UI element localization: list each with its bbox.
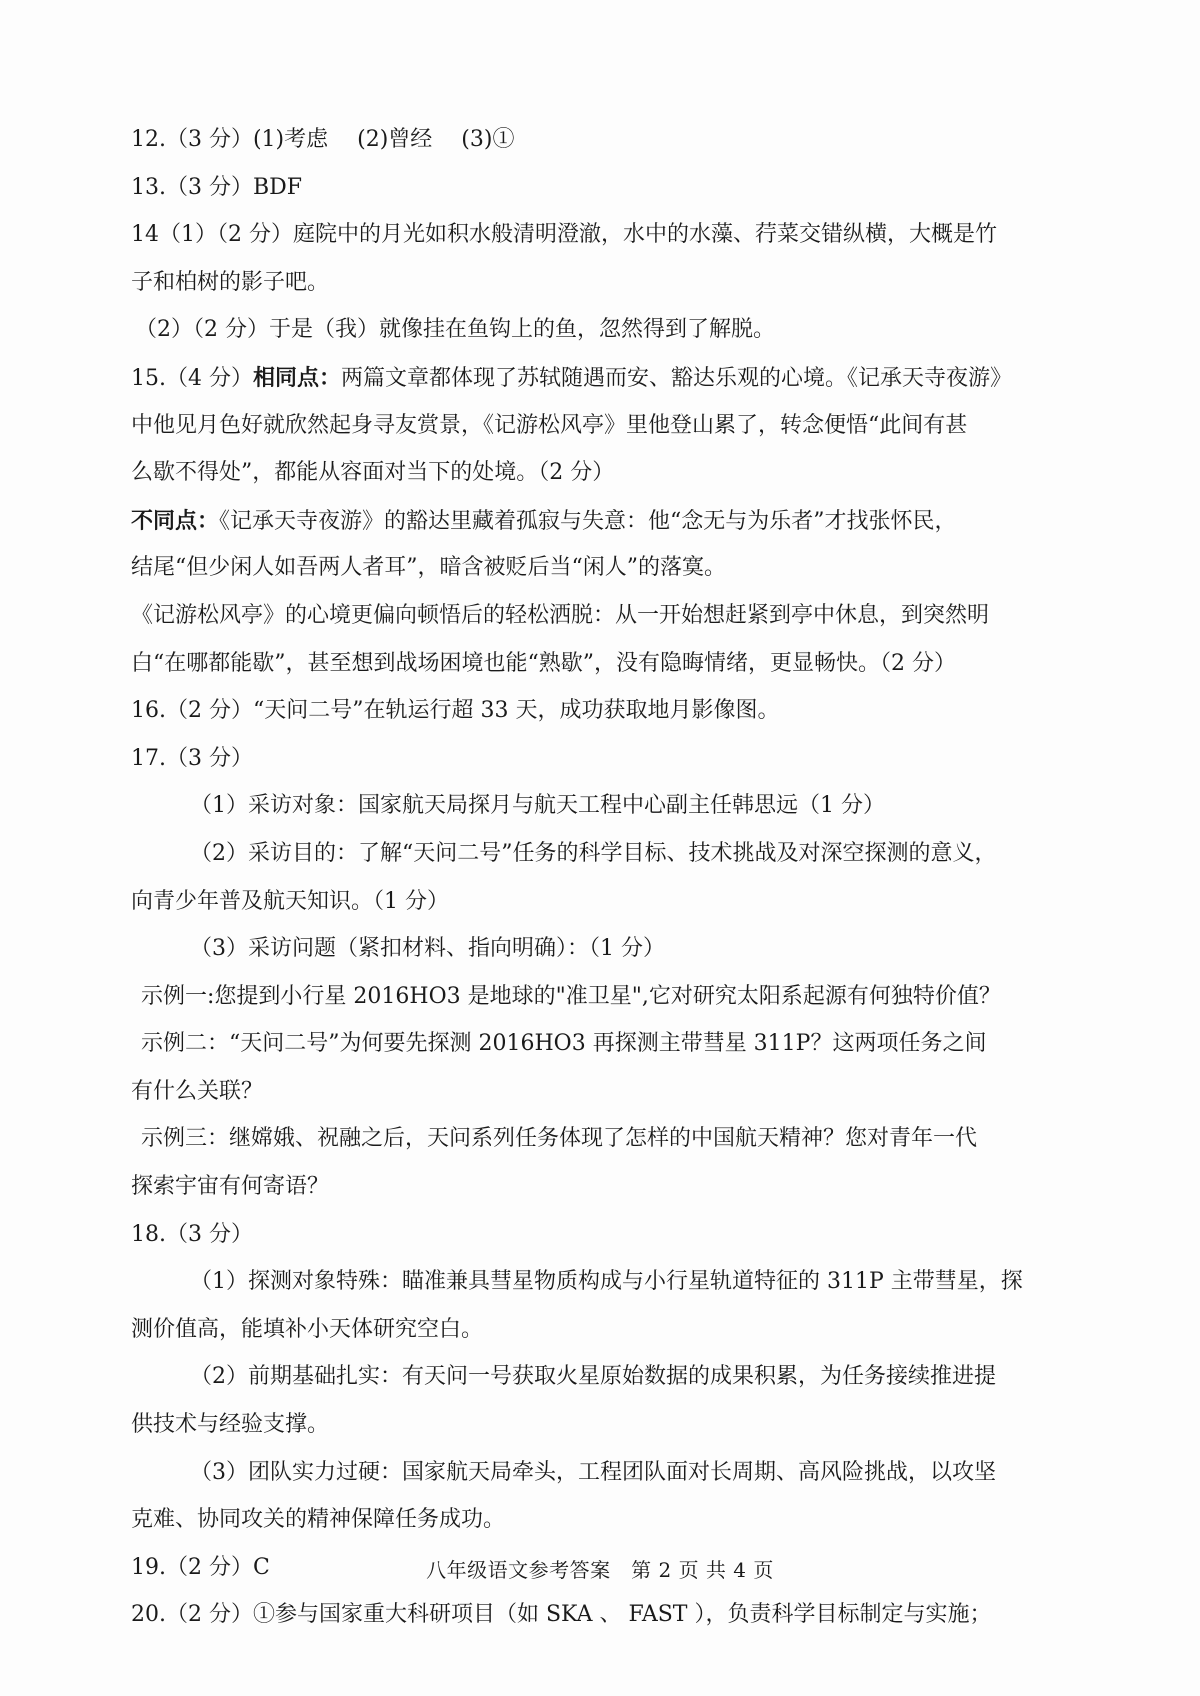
answer-16: 16.（2 分）“天问二号”在轨运行超 33 天，成功获取地月影像图。 <box>131 698 780 724</box>
answer-15-similarity: 15.（4 分）相同点：两篇文章都体现了苏轼随遇而安、豁达乐观的心境。《记承天寺夜游》 <box>131 364 1013 391</box>
answer-17-example2-cont: 有什么关联？ <box>131 1078 264 1104</box>
answer-17-part1: （1）采访对象：国家航天局探月与航天工程中心副主任韩思远（1 分） <box>190 793 885 819</box>
answer-18-part3-cont: 克难、协同攻关的精神保障任务成功。 <box>131 1507 506 1533</box>
answer-18-part2-cont: 供技术与经验支撑。 <box>131 1412 330 1438</box>
answer-20: 20.（2 分）①参与国家重大科研项目（如 SKA 、 FAST ），负责科学目标制定与实施； <box>131 1602 992 1628</box>
answer-19: 19.（2 分）C <box>131 1554 270 1580</box>
answer-18: 18.（3 分） <box>131 1221 253 1247</box>
answer-15-difference-cont3: 白“在哪都能歇”，甚至想到战场困境也能“熟歇”，没有隐晦情绪，更显畅快。（2 分） <box>131 650 956 676</box>
similarity-label: 相同点： <box>252 364 341 391</box>
page-footer: 八年级语文参考答案 第 2 页 共 4 页 <box>426 1558 774 1582</box>
answer-18-part3: （3）团队实力过硬：国家航天局牵头，工程团队面对长周期、高风险挑战，以攻坚 <box>190 1459 996 1485</box>
answer-18-part2: （2）前期基础扎实：有天问一号获取火星原始数据的成果积累，为任务接续推进提 <box>190 1364 996 1390</box>
answer-14-part1: 14（1）（2 分）庭院中的月光如积水般清明澄澈，水中的水藻、荇菜交错纵横，大概是竹 <box>131 222 997 248</box>
answer-18-part1: （1）探测对象特殊：瞄准兼具彗星物质构成与小行星轨道特征的 311P 主带彗星，探 <box>190 1269 1023 1295</box>
answer-15-similarity-cont2: 么歇不得处”，都能从容面对当下的处境。（2 分） <box>131 460 615 486</box>
answer-14-part2: （2）（2 分）于是（我）就像挂在鱼钩上的鱼，忽然得到了解脱。 <box>135 317 775 343</box>
answer-17-example3: 示例三：继嫦娥、祝融之后，天问系列任务体现了怎样的中国航天精神？您对青年一代 <box>141 1126 978 1152</box>
answer-12: 12.（3 分）(1)考虑 (2)曾经 (3)① <box>131 127 515 152</box>
answer-17-part2-cont: 向青少年普及航天知识。（1 分） <box>131 888 449 914</box>
answer-14-part1-cont: 子和柏树的影子吧。 <box>131 269 330 295</box>
difference-label: 不同点： <box>131 507 220 534</box>
answer-15-difference-cont2: 《记游松风亭》的心境更偏向顿悟后的轻松洒脱：从一开始想赶紧到亭中休息，到突然明 <box>131 602 990 628</box>
answer-17-example3-cont: 探索宇宙有何寄语？ <box>131 1174 330 1200</box>
answer-17-example1: 示例一:您提到小行星 2016HO3 是地球的"准卫星",它对研究太阳系起源有何独特价值？ <box>141 983 1001 1009</box>
answer-15-similarity-cont1: 中他见月色好就欣然起身寻友赏景，《记游松风亭》里他登山累了，转念便悟“此间有甚 <box>131 412 968 438</box>
answer-13: 13.（3 分）BDF <box>131 174 303 200</box>
answer-18-part1-cont: 测价值高，能填补小天体研究空白。 <box>131 1316 484 1342</box>
answer-17-part3: （3）采访问题（紧扣材料、指向明确）：（1 分） <box>190 936 665 962</box>
answer-17-part2: （2）采访目的：了解“天问二号”任务的科学目标、技术挑战及对深空探测的意义， <box>190 840 997 866</box>
answer-17-example2: 示例二：“天问二号”为何要先探测 2016HO3 再探测主带彗星 311P？这两项任务之间 <box>141 1031 987 1057</box>
answer-content <box>131 122 1071 1645</box>
answer-15-difference-cont1: 结尾“但少闲人如吾两人者耳”，暗含被贬后当“闲人”的落寞。 <box>131 555 726 581</box>
answer-17: 17.（3 分） <box>131 745 253 771</box>
answer-15-difference: 不同点：《记承天寺夜游》的豁达里藏着孤寂与失意：他“念无与为乐者”才找张怀民， <box>131 507 957 534</box>
